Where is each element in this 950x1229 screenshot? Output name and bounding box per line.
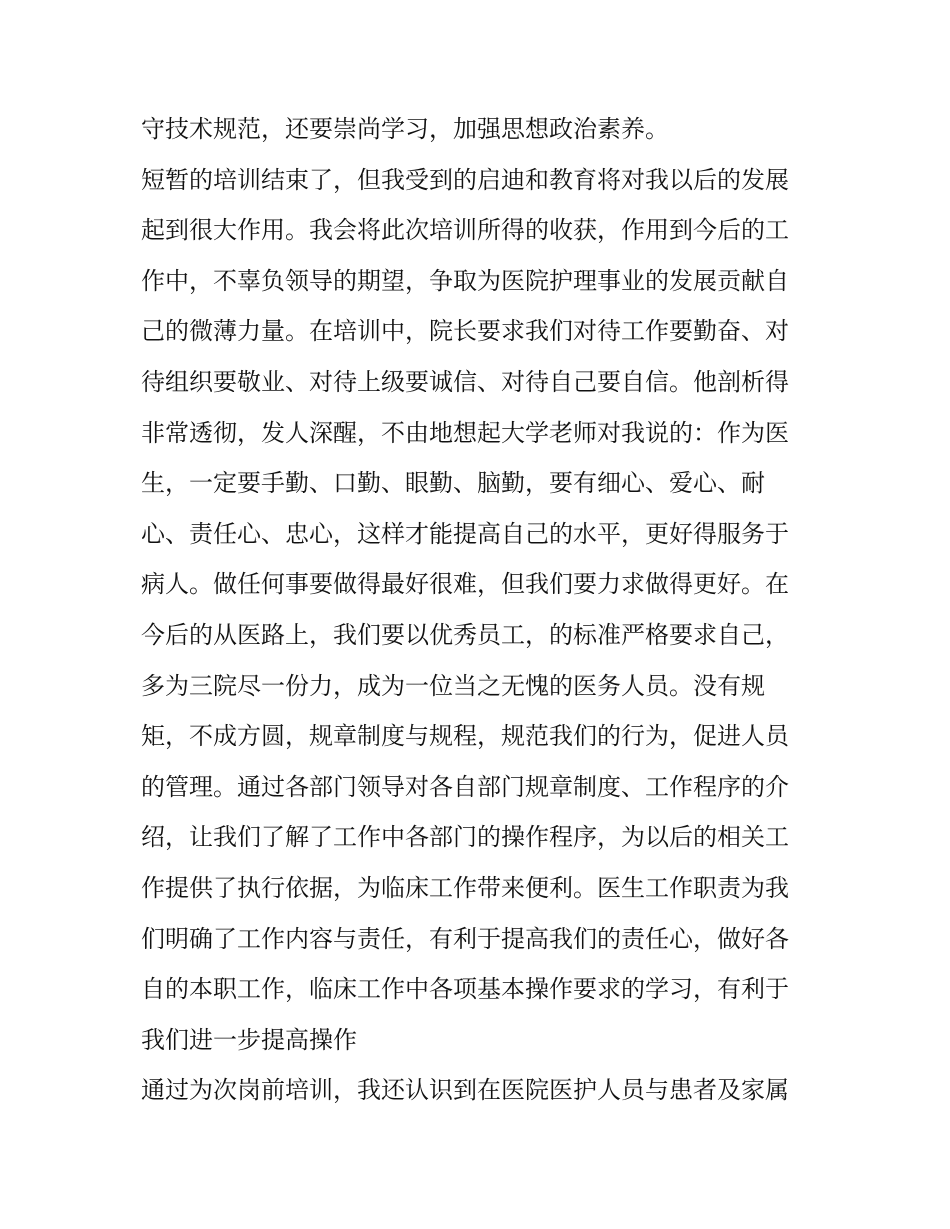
body-text xyxy=(141,104,821,1116)
text-line: 起到很大作用。我会将此次培训所得的收获，作用到今后的工 xyxy=(141,216,789,245)
text-line: 今后的从医路上，我们要以优秀员工，的标准严格要求自己， xyxy=(141,620,789,649)
text-line: 我们进一步提高操作 xyxy=(141,1025,357,1054)
text-line: 短暂的培训结束了，但我受到的启迪和教育将对我以后的发展 xyxy=(141,165,789,194)
text-line: 病人。做任何事要做得最好很难，但我们要力求做得更好。在 xyxy=(141,570,789,599)
text-line: 多为三院尽一份力，成为一位当之无愧的医务人员。没有规 xyxy=(141,671,765,700)
text-line: 的管理。通过各部门领导对各自部门规章制度、工作程序的介 xyxy=(141,772,789,801)
text-line: 自的本职工作，临床工作中各项基本操作要求的学习，有利于 xyxy=(141,975,789,1004)
text-line: 作提供了执行依据，为临床工作带来便利。医生工作职责为我 xyxy=(141,873,789,902)
text-line: 通过为次岗前培训，我还认识到在医院医护人员与患者及家属 xyxy=(141,1076,789,1105)
text-line: 生，一定要手勤、口勤、眼勤、脑勤，要有细心、爱心、耐 xyxy=(141,469,765,498)
text-line: 守技术规范，还要崇尚学习，加强思想政治素养。 xyxy=(141,115,669,143)
text-line: 己的微薄力量。在培训中，院长要求我们对待工作要勤奋、对 xyxy=(141,317,789,346)
text-line: 心、责任心、忠心，这样才能提高自己的水平，更好得服务于 xyxy=(141,519,789,548)
text-line: 待组织要敬业、对待上级要诚信、对待自己要自信。他剖析得 xyxy=(141,367,789,396)
text-line: 们明确了工作内容与责任，有利于提高我们的责任心，做好各 xyxy=(141,924,789,953)
text-line: 作中，不辜负领导的期望，争取为医院护理事业的发展贡献自 xyxy=(141,266,789,295)
text-line: 矩，不成方圆，规章制度与规程，规范我们的行为，促进人员 xyxy=(141,722,789,751)
text-line: 非常透彻，发人深醒，不由地想起大学老师对我说的：作为医 xyxy=(141,418,789,447)
text-line: 绍，让我们了解了工作中各部门的操作程序，为以后的相关工 xyxy=(141,823,789,852)
